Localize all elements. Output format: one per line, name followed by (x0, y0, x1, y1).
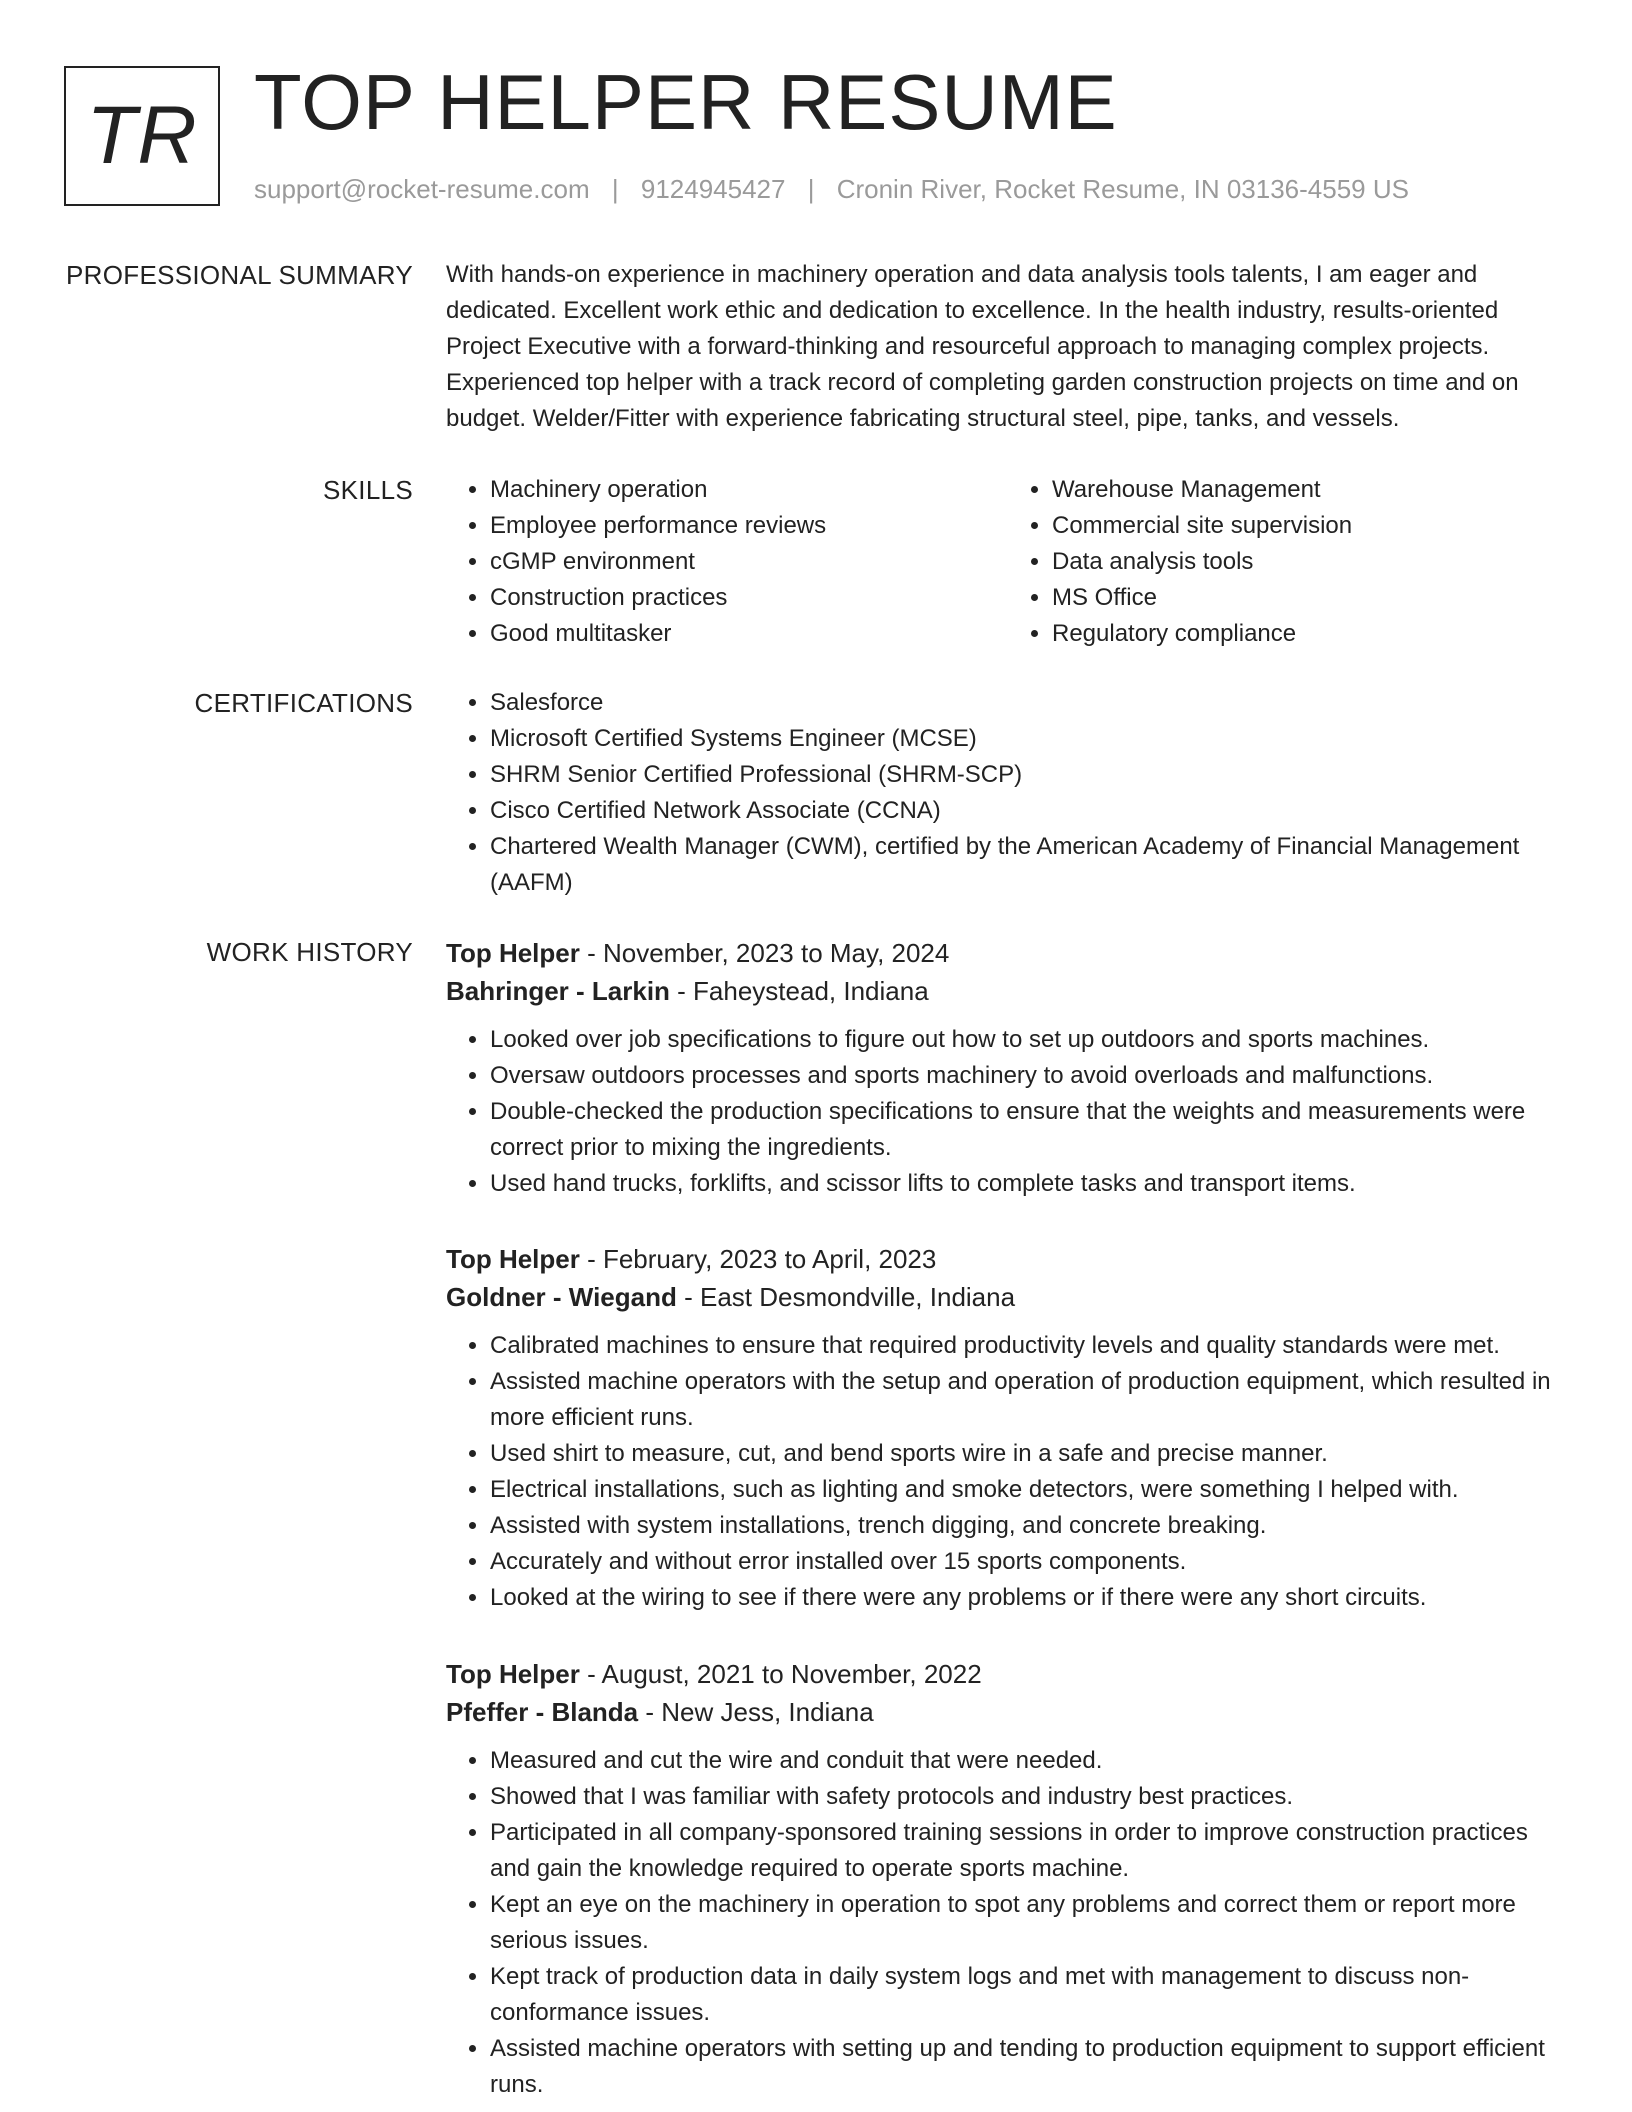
job-company-line (446, 1278, 1570, 1316)
job-bullet: • Assisted machine operators with the setup and operation of production equipment, which resulted in more efficient runs. (490, 1364, 1570, 1436)
job-company-line (446, 972, 1570, 1010)
summary-heading: PROFESSIONAL SUMMARY (66, 260, 413, 290)
summary-content (446, 257, 1570, 437)
certification-item: • Cisco Certified Network Associate (CCNA) (490, 793, 1570, 829)
skill-item: • Machinery operation (490, 472, 1008, 508)
job-title-line (446, 1655, 1570, 1693)
job-company: Goldner - Wiegand (446, 1282, 677, 1312)
job-bullet: • Used hand trucks, forklifts, and scissor lifts to complete tasks and transport items. (490, 1166, 1570, 1202)
contact-line (254, 174, 1409, 205)
job-title: Top Helper (446, 1659, 580, 1689)
skill-item: • MS Office (1052, 580, 1570, 616)
job-bullet: • Accurately and without error installed over 15 sports components. (490, 1544, 1570, 1580)
skill-item: • Data analysis tools (1052, 544, 1570, 580)
job-entry (446, 1240, 1570, 1616)
job-bullet: • Double-checked the production specifications to ensure that the weights and measurements were correct prior to mixing the ingredients. (490, 1094, 1570, 1166)
skill-item: • Regulatory compliance (1052, 616, 1570, 652)
summary-text: With hands-on experience in machinery operation and data analysis tools talents, I am eager and dedicated. Excellent work ethic and dedication to excellence. In the health industry, results-oriented Project Executive with a forward-thinking and resourceful approach to managing complex projects. Experienced top helper with a track record of completing garden construction projects on time and on budget. Welder/Fitter with experience fabricating structural steel, pipe, tanks, and vessels. (446, 261, 1519, 432)
job-company: Bahringer - Larkin (446, 976, 670, 1006)
job-bullet: • Assisted machine operators with setting up and tending to production equipment to support efficient runs. (490, 2031, 1570, 2103)
certification-item: • Salesforce (490, 685, 1570, 721)
job-location: - New Jess, Indiana (638, 1697, 874, 1727)
job-bullet: • Kept track of production data in daily system logs and met with management to discuss non-conformance issues. (490, 1959, 1570, 2031)
job-bullet: • Measured and cut the wire and conduit that were needed. (490, 1743, 1570, 1779)
job-title: Top Helper (446, 1244, 580, 1274)
job-location: - Faheystead, Indiana (669, 976, 929, 1006)
page-title: TOP HELPER RESUME (254, 58, 1118, 146)
skills-list-right (1008, 472, 1570, 652)
skills-list-left (446, 472, 1008, 652)
skill-item: • cGMP environment (490, 544, 1008, 580)
job-location: - East Desmondville, Indiana (676, 1282, 1016, 1312)
job-entry (446, 934, 1570, 1202)
job-bullet: • Oversaw outdoors processes and sports machinery to avoid overloads and malfunctions. (490, 1058, 1570, 1094)
job-bullet: • Used shirt to measure, cut, and bend sports wire in a safe and precise manner. (490, 1436, 1570, 1472)
job-bullet: • Assisted with system installations, trench digging, and concrete breaking. (490, 1508, 1570, 1544)
job-bullet: • Looked over job specifications to figure out how to set up outdoors and sports machines. (490, 1022, 1570, 1058)
contact-separator: | (611, 174, 619, 204)
certifications-heading: CERTIFICATIONS (194, 688, 413, 718)
skill-item: • Construction practices (490, 580, 1008, 616)
skill-item: • Warehouse Management (1052, 472, 1570, 508)
job-bullet: • Showed that I was familiar with safety protocols and industry best practices. (490, 1779, 1570, 1815)
contact-address: Cronin River, Rocket Resume, IN 03136-4559 US (836, 174, 1409, 204)
job-company-line (446, 1693, 1570, 1731)
skill-item: • Commercial site supervision (1052, 508, 1570, 544)
certification-item: • SHRM Senior Certified Professional (SHRM-SCP) (490, 757, 1570, 793)
job-entry (446, 1655, 1570, 2103)
job-company: Pfeffer - Blanda (446, 1697, 639, 1727)
job-bullet: • Participated in all company-sponsored training sessions in order to improve construction practices and gain the knowledge required to operate sports machine. (490, 1815, 1570, 1887)
contact-phone: 9124945427 (640, 174, 786, 204)
job-bullet: • Electrical installations, such as lighting and smoke detectors, were something I helped with. (490, 1472, 1570, 1508)
job-dates: - August, 2021 to November, 2022 (579, 1659, 982, 1689)
certifications-content (446, 685, 1570, 901)
monogram-logo: TR (64, 66, 220, 206)
job-bullets (446, 1328, 1570, 1616)
certification-item: • Chartered Wealth Manager (CWM), certified by the American Academy of Financial Management (AAFM) (490, 829, 1570, 901)
certifications-list (446, 685, 1570, 901)
work-history-heading: WORK HISTORY (206, 937, 413, 967)
skills-content (446, 472, 1570, 652)
job-dates: - November, 2023 to May, 2024 (579, 938, 950, 968)
job-dates: - February, 2023 to April, 2023 (579, 1244, 937, 1274)
job-title-line (446, 1240, 1570, 1278)
contact-separator: | (807, 174, 815, 204)
certification-item: • Microsoft Certified Systems Engineer (MCSE) (490, 721, 1570, 757)
job-bullet: • Kept an eye on the machinery in operation to spot any problems and correct them or report more serious issues. (490, 1887, 1570, 1959)
job-title-line (446, 934, 1570, 972)
contact-email: support@rocket-resume.com (254, 174, 590, 204)
skills-grid (446, 472, 1570, 652)
job-title: Top Helper (446, 938, 580, 968)
job-bullets (446, 1743, 1570, 2103)
job-bullet: • Calibrated machines to ensure that required productivity levels and quality standards were met. (490, 1328, 1570, 1364)
job-bullet: • Looked at the wiring to see if there were any problems or if there were any short circuits. (490, 1580, 1570, 1616)
skill-item: • Good multitasker (490, 616, 1008, 652)
skills-heading: SKILLS (323, 475, 413, 505)
job-bullets (446, 1022, 1570, 1202)
skill-item: • Employee performance reviews (490, 508, 1008, 544)
